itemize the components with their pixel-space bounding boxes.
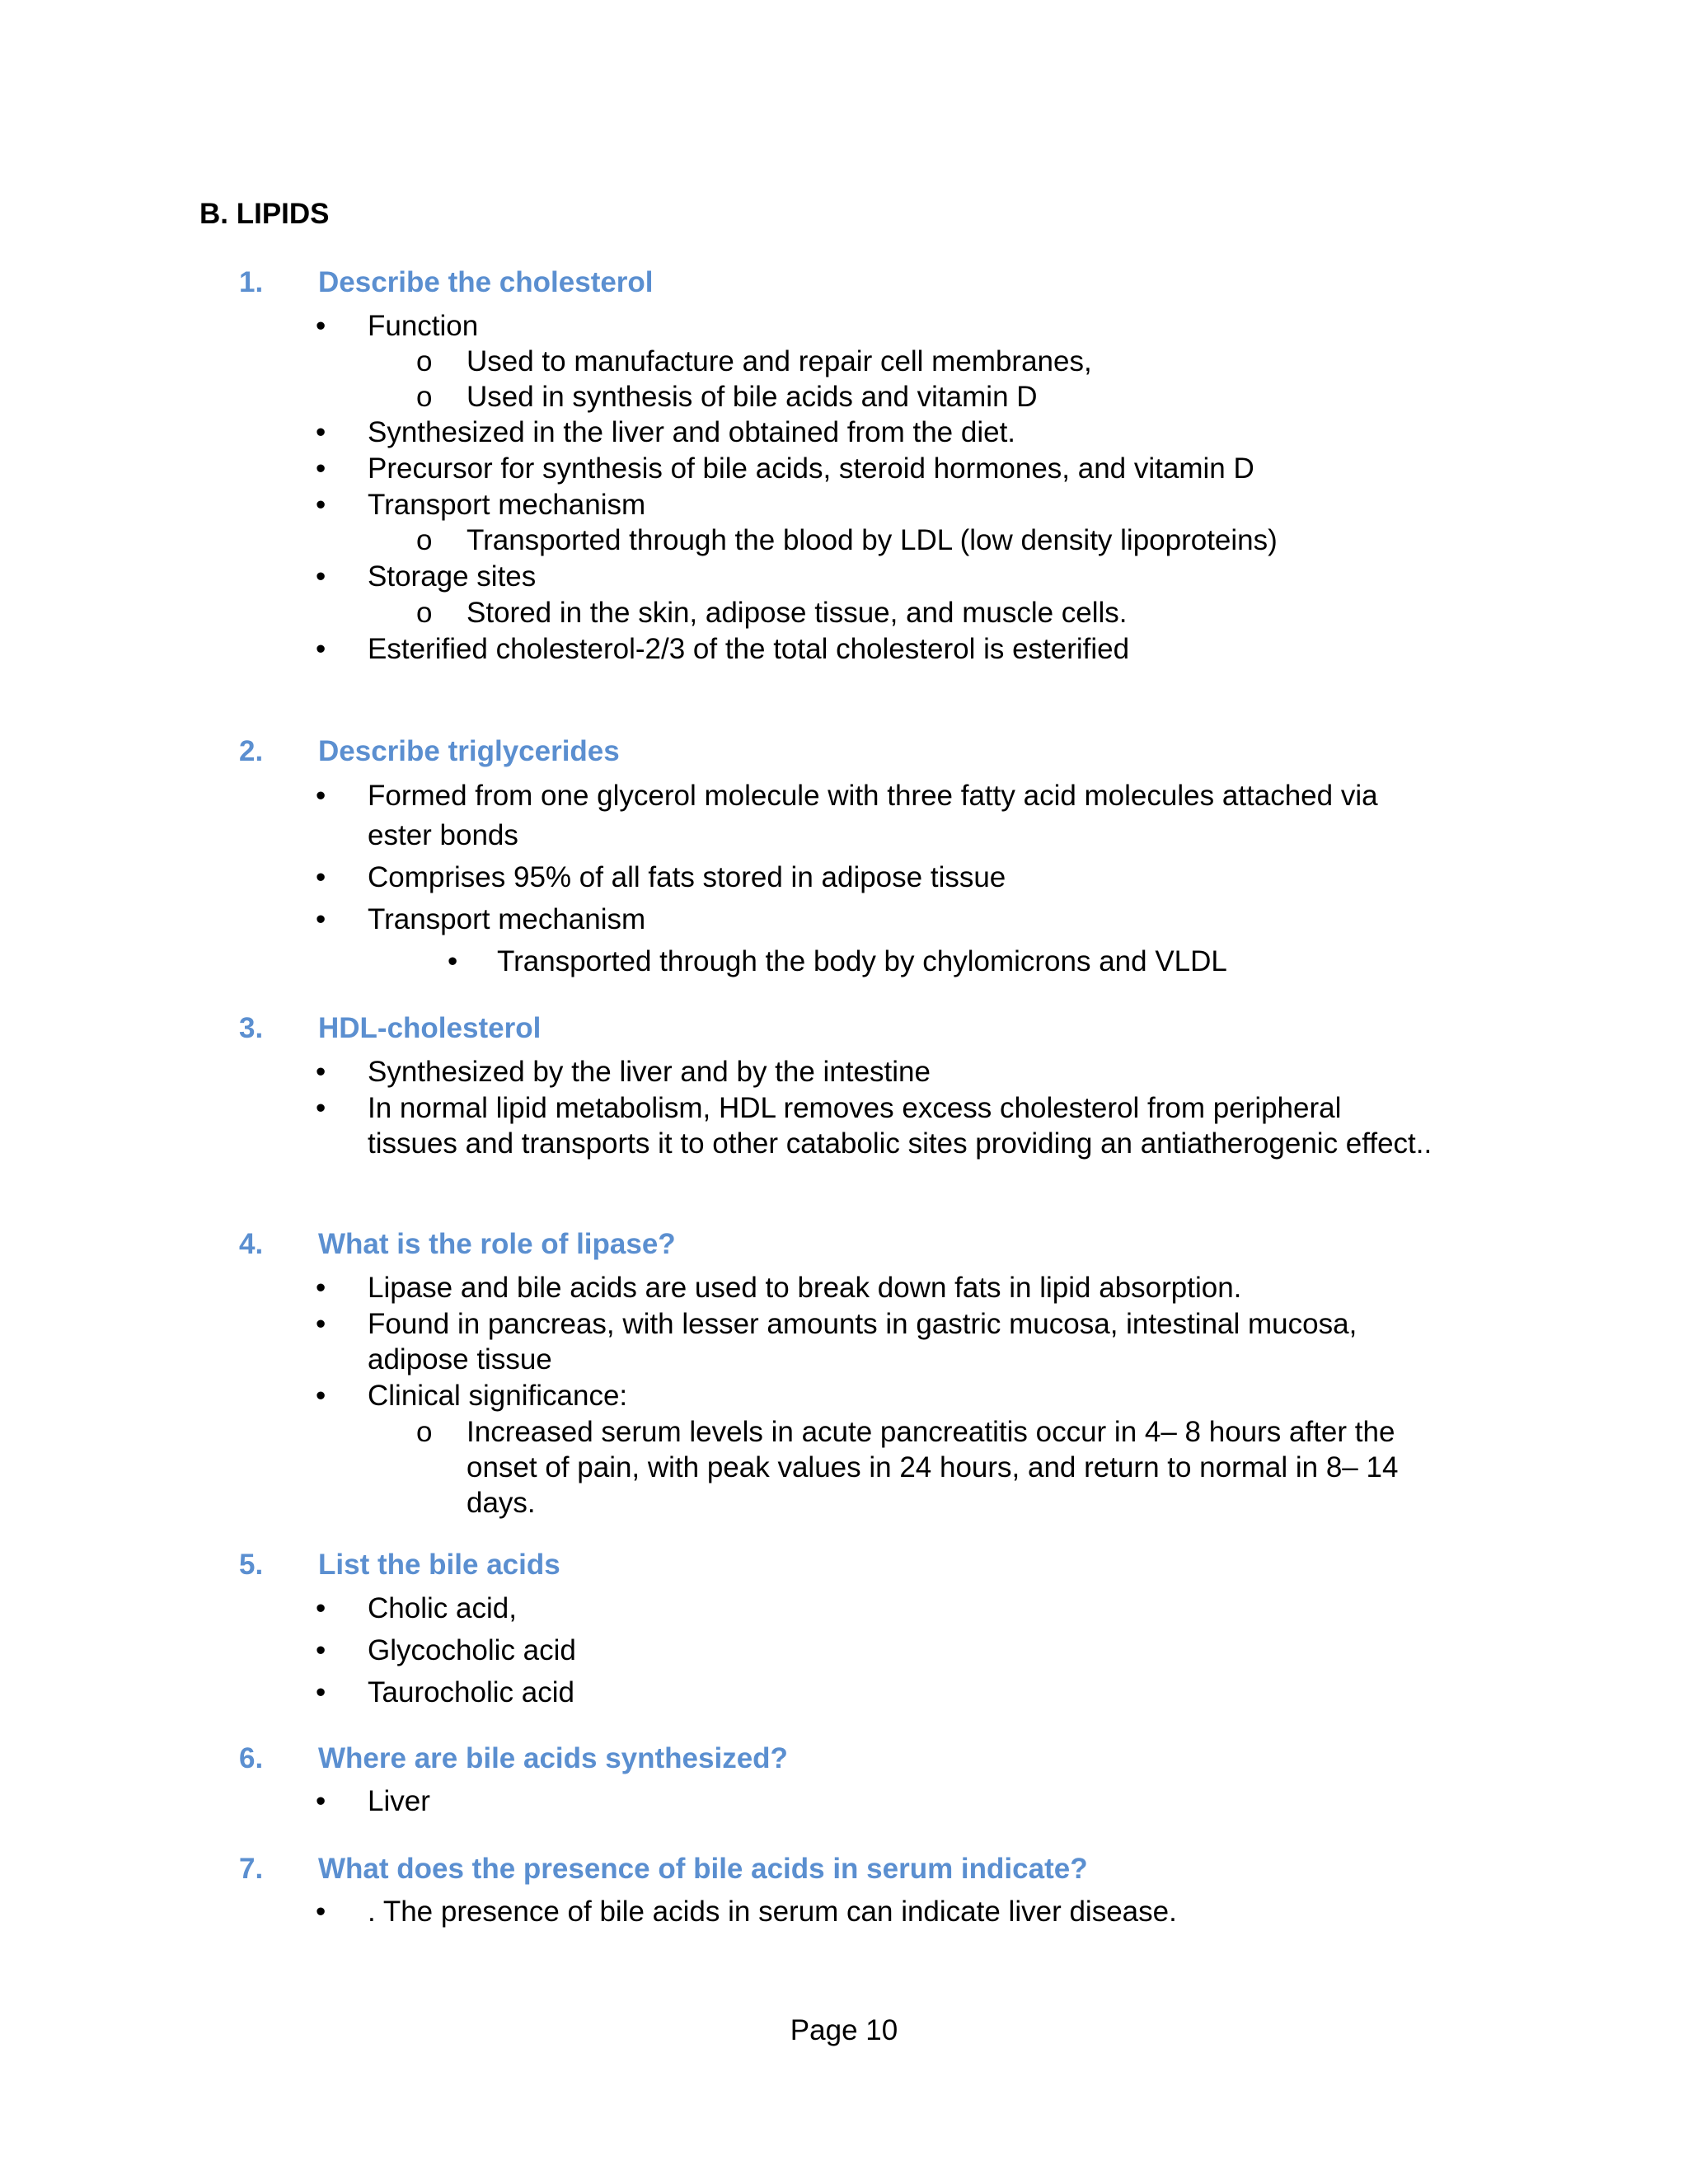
question-number: 3. [239,1012,264,1044]
circle-bullet-icon: o [416,524,433,556]
list-item: Precursor for synthesis of bile acids, steroid hormones, and vitamin D [368,452,1254,485]
list-item: Transported through the blood by LDL (low density lipoproteins) [467,524,1278,556]
question-title: Where are bile acids synthesized? [318,1742,788,1774]
bullet-icon: • [316,633,326,665]
bullet-icon: • [316,1272,326,1304]
bullet-icon: • [448,945,458,977]
list-item: Transport mechanism [368,489,646,521]
question-number: 2. [239,735,264,767]
question-number: 6. [239,1742,264,1774]
bullet-icon: • [316,1592,326,1624]
bullet-icon: • [316,903,326,935]
bullet-icon: • [316,560,326,593]
list-item: Liver [368,1785,430,1817]
question-title: List the bile acids [318,1549,560,1581]
question-title: What is the role of lipase? [318,1228,676,1260]
list-item: Synthesized in the liver and obtained from the diet. [368,416,1016,448]
list-item: In normal lipid metabolism, HDL removes excess cholesterol from peripheral [368,1092,1342,1124]
question-title: Describe triglycerides [318,735,620,767]
question-number: 1. [239,266,264,298]
list-item: Transported through the body by chylomicrons and VLDL [497,945,1227,977]
list-item-continuation: onset of pain, with peak values in 24 hours, and return to normal in 8– 14 [467,1451,1399,1483]
list-item-continuation: ester bonds [368,819,518,851]
list-item: Formed from one glycerol molecule with three fatty acid molecules attached via [368,780,1378,812]
list-item: Storage sites [368,560,537,593]
list-item: Lipase and bile acids are used to break down fats in lipid absorption. [368,1272,1242,1304]
bullet-icon: • [316,1896,326,1928]
bullet-icon: • [316,416,326,448]
list-item: Found in pancreas, with lesser amounts in gastric mucosa, intestinal mucosa, [368,1308,1357,1340]
list-item: Synthesized by the liver and by the intestine [368,1056,931,1088]
bullet-icon: • [316,1634,326,1666]
section-heading: B. LIPIDS [199,198,330,230]
page-number: Page 10 [790,2014,898,2046]
bullet-icon: • [316,1092,326,1124]
list-item: Comprises 95% of all fats stored in adipose tissue [368,861,1006,893]
circle-bullet-icon: o [416,1416,433,1448]
list-item: Stored in the skin, adipose tissue, and muscle cells. [467,597,1128,629]
bullet-icon: • [316,780,326,812]
bullet-icon: • [316,1308,326,1340]
bullet-icon: • [316,310,326,342]
list-item: Taurocholic acid [368,1676,574,1708]
list-item: Cholic acid, [368,1592,517,1624]
list-item: Clinical significance: [368,1380,628,1412]
bullet-icon: • [316,1785,326,1817]
bullet-icon: • [316,452,326,485]
list-item: Glycocholic acid [368,1634,576,1666]
list-item-continuation: tissues and transports it to other catabolic sites providing an antiatherogenic effect.. [368,1127,1432,1160]
list-item: Esterified cholesterol-2/3 of the total cholesterol is esterified [368,633,1130,665]
question-title: Describe the cholesterol [318,266,654,298]
bullet-icon: • [316,1380,326,1412]
question-number: 7. [239,1853,264,1885]
list-item-continuation: adipose tissue [368,1343,552,1376]
list-item-continuation: days. [467,1487,536,1519]
list-item: Used to manufacture and repair cell membranes, [467,345,1092,377]
question-title: HDL-cholesterol [318,1012,542,1044]
circle-bullet-icon: o [416,381,433,413]
list-item: Transport mechanism [368,903,646,935]
list-item: Increased serum levels in acute pancreatitis occur in 4– 8 hours after the [467,1416,1395,1448]
question-title: What does the presence of bile acids in serum indicate? [318,1853,1088,1885]
circle-bullet-icon: o [416,345,433,377]
list-item: Function [368,310,479,342]
bullet-icon: • [316,1676,326,1708]
bullet-icon: • [316,1056,326,1088]
circle-bullet-icon: o [416,597,433,629]
question-number: 4. [239,1228,264,1260]
bullet-icon: • [316,489,326,521]
question-number: 5. [239,1549,264,1581]
list-item: . The presence of bile acids in serum can indicate liver disease. [368,1896,1177,1928]
list-item: Used in synthesis of bile acids and vitamin D [467,381,1038,413]
bullet-icon: • [316,861,326,893]
